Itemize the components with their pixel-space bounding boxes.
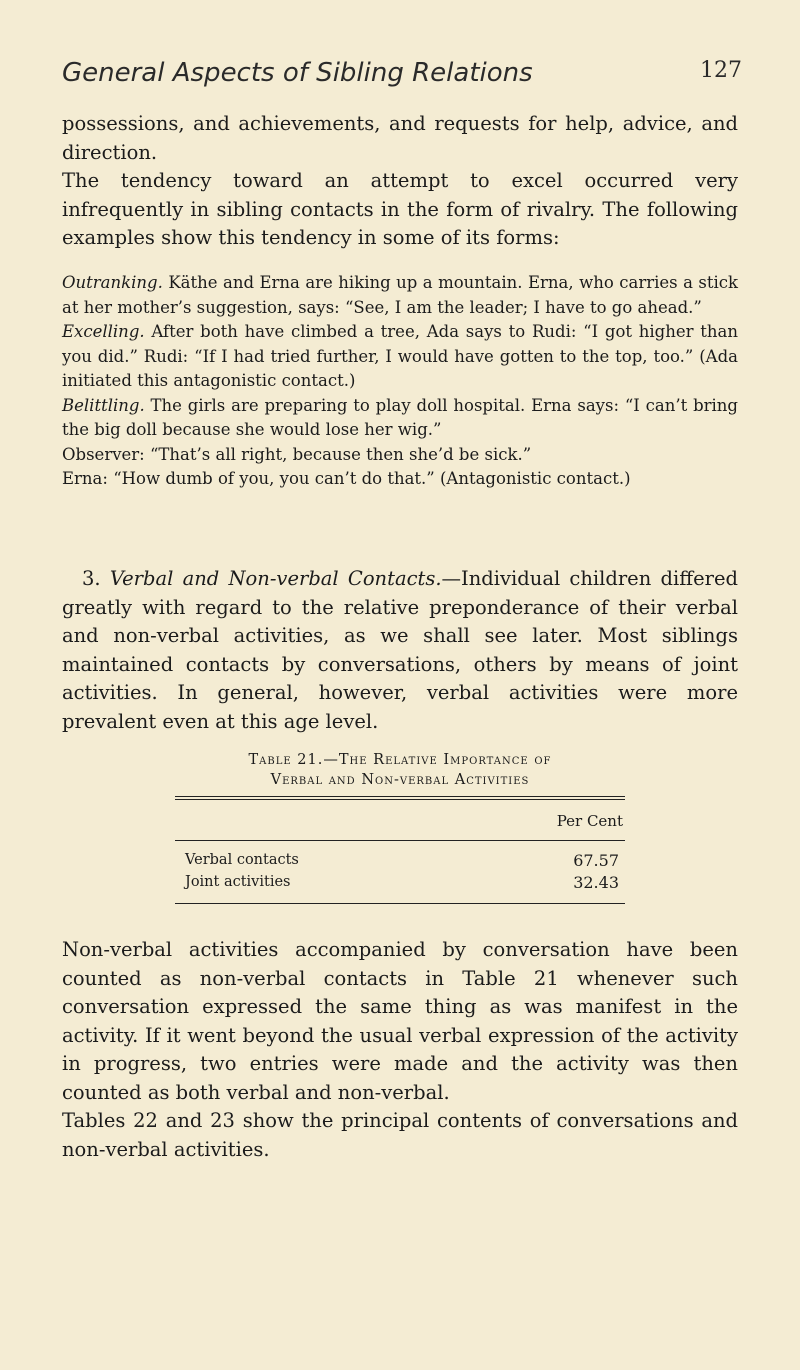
table-column-header: Per Cent xyxy=(556,812,623,830)
example-label: Outranking. xyxy=(62,273,163,292)
paragraph-top xyxy=(62,110,738,253)
section-text: —Individual children differed greatly with regard to the relative preponderance of their verbal and non-verbal activities, as we shall see later. Most siblings maintained contacts by conversations, others by means of joint activities. In general, however, verbal activities were more prevalent even at this age level. xyxy=(62,567,738,733)
section-3 xyxy=(62,565,738,736)
example-belittling xyxy=(62,394,738,443)
paragraph-tables: Tables 22 and 23 show the principal contents of conversations and non-verbal activities. xyxy=(62,1109,738,1161)
table-bottom-rule xyxy=(175,903,625,904)
section-title: Verbal and Non-verbal Contacts. xyxy=(109,567,442,590)
paragraph-nonverbal: Non-verbal activities accompanied by conversation have been counted as non-verbal contacts in Table 21 whenever such conversation expressed the same thing as was manifest in the activity. If it went beyond the usual verbal expression of the activity in progress, two entries were made and the activity was then counted as both verbal and non-verbal. xyxy=(62,938,738,1104)
example-label: Excelling. xyxy=(62,322,145,341)
table-row xyxy=(175,849,625,871)
table-row-value: 67.57 xyxy=(573,850,619,870)
table-row-label: Verbal contacts xyxy=(185,852,299,868)
table-caption-line1: Table 21.—The Relative Importance of xyxy=(248,752,552,768)
page-header xyxy=(62,58,742,98)
table-body xyxy=(175,841,625,903)
data-table xyxy=(175,796,625,904)
example-outranking xyxy=(62,271,738,320)
example-observer-line: Observer: “That’s all right, because then she’d be sick.” xyxy=(62,444,532,464)
page-number: 127 xyxy=(700,58,742,83)
table-caption-line2: Verbal and Non-verbal Activities xyxy=(270,772,530,788)
section-3-paragraph xyxy=(62,565,738,736)
table-caption xyxy=(62,750,738,790)
paragraph-tendency: The tendency toward an attempt to excel occurred very infrequently in sibling contacts in the form of rivalry. The following examples show this tendency in some of its forms: xyxy=(62,169,738,249)
paragraph-nonverbal-block xyxy=(62,936,738,1164)
paragraph-top-text: possessions, and achievements, and requests for help, advice, and direction. xyxy=(62,112,738,164)
example-erna-line: Erna: “How dumb of you, you can’t do that.” (Antagonistic contact.) xyxy=(62,469,631,488)
table-row-value: 32.43 xyxy=(573,872,619,892)
section-number: 3. xyxy=(82,567,110,590)
example-excelling xyxy=(62,320,738,394)
example-label: Belittling. xyxy=(62,395,145,415)
running-title: General Aspects of Sibling Relations xyxy=(62,58,533,88)
example-text: After both have climbed a tree, Ada says to Rudi: “I got higher than you did.” Rudi: “If I had tried further, I would have gotten to the top, too.” (Ada initiated this antagonistic contact.) xyxy=(62,322,738,390)
example-text: Käthe and Erna are hiking up a mountain. Erna, who carries a stick at her mother’s suggestion, says: “See, I am the leader; I have to go ahead.” xyxy=(62,273,738,317)
example-text: The girls are preparing to play doll hospital. Erna says: “I can’t bring the big doll because she would lose her wig.” xyxy=(62,395,738,439)
table-row-label: Joint activities xyxy=(185,874,291,890)
table-row xyxy=(175,871,625,893)
examples-block xyxy=(62,271,738,492)
